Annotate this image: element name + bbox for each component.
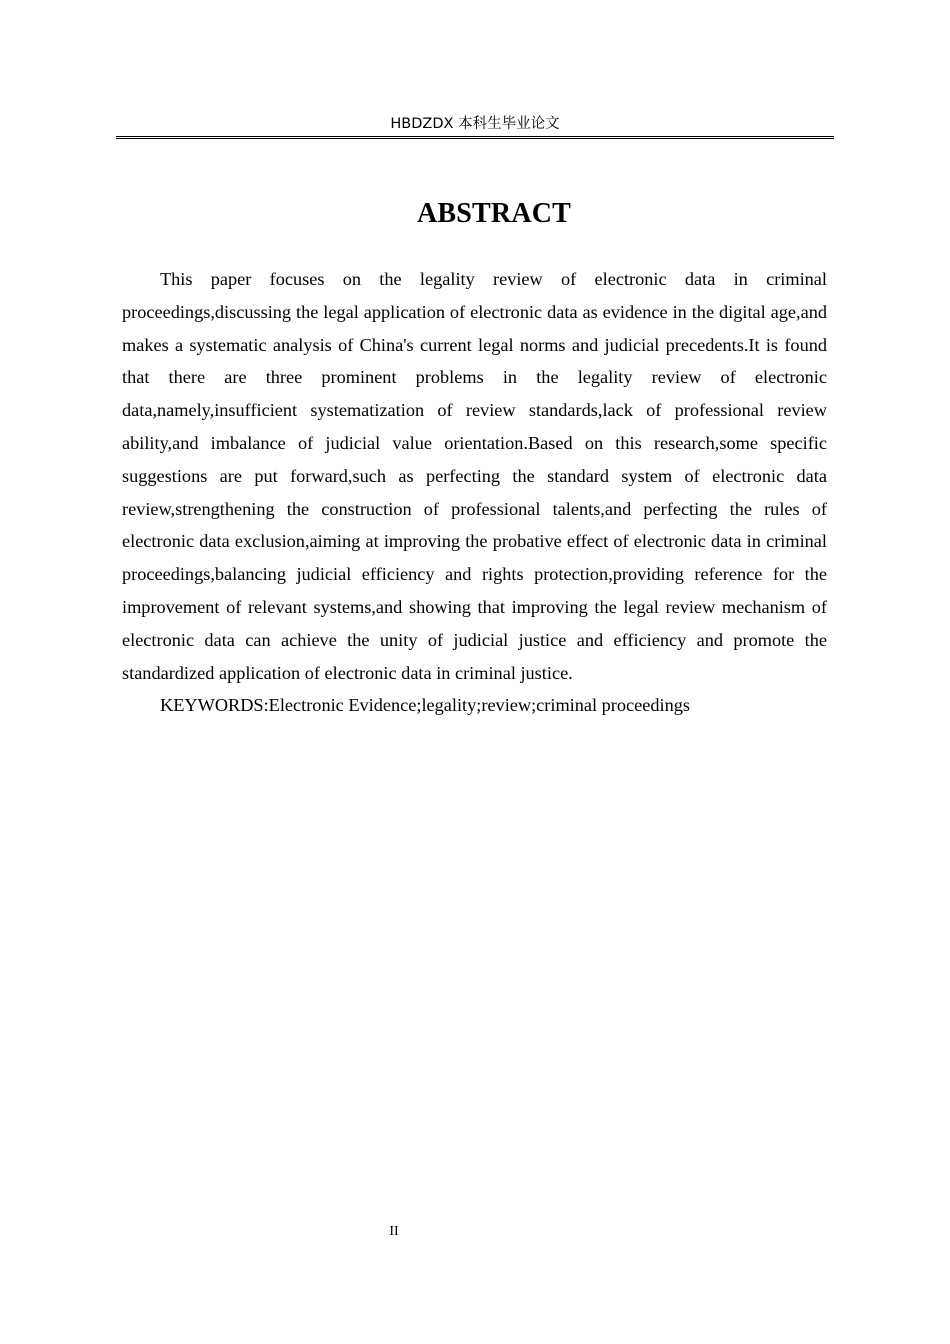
header-double-rule [116, 136, 834, 139]
running-header: HBDZDX 本科生毕业论文 [390, 116, 560, 132]
abstract-title: ABSTRACT [416, 198, 572, 229]
keywords-line: KEYWORDS:Electronic Evidence;legality;review;criminal proceedings [160, 695, 690, 715]
abstract-body: This paper focuses on the legality review of electronic data in criminal proceedings,discussing the legal application of electronic data as evidence in the digital age,and makes a systematic analysis of China's current legal norms and judicial precedents.It is found that there are three prominent problems in the legality review of electronic data,namely,insufficient systematization of review standards,lack of professional review ability,and imbalance of judicial value orientation.Based on this research,some specific suggestions are put forward,such as perfecting the standard system of electronic data review,strengthening the construction of professional talents,and perfecting the rules of electronic data exclusion,aiming at improving the probative effect of electronic data in criminal proceedings,balancing judicial efficiency and rights protection,providing reference for the improvement of relevant systems,and showing that improving the legal review mechanism of electronic data can achieve the unity of judicial justice and efficiency and promote the standardized application of electronic data in criminal justice. [122, 269, 827, 683]
page-number: II [389, 1224, 399, 1239]
